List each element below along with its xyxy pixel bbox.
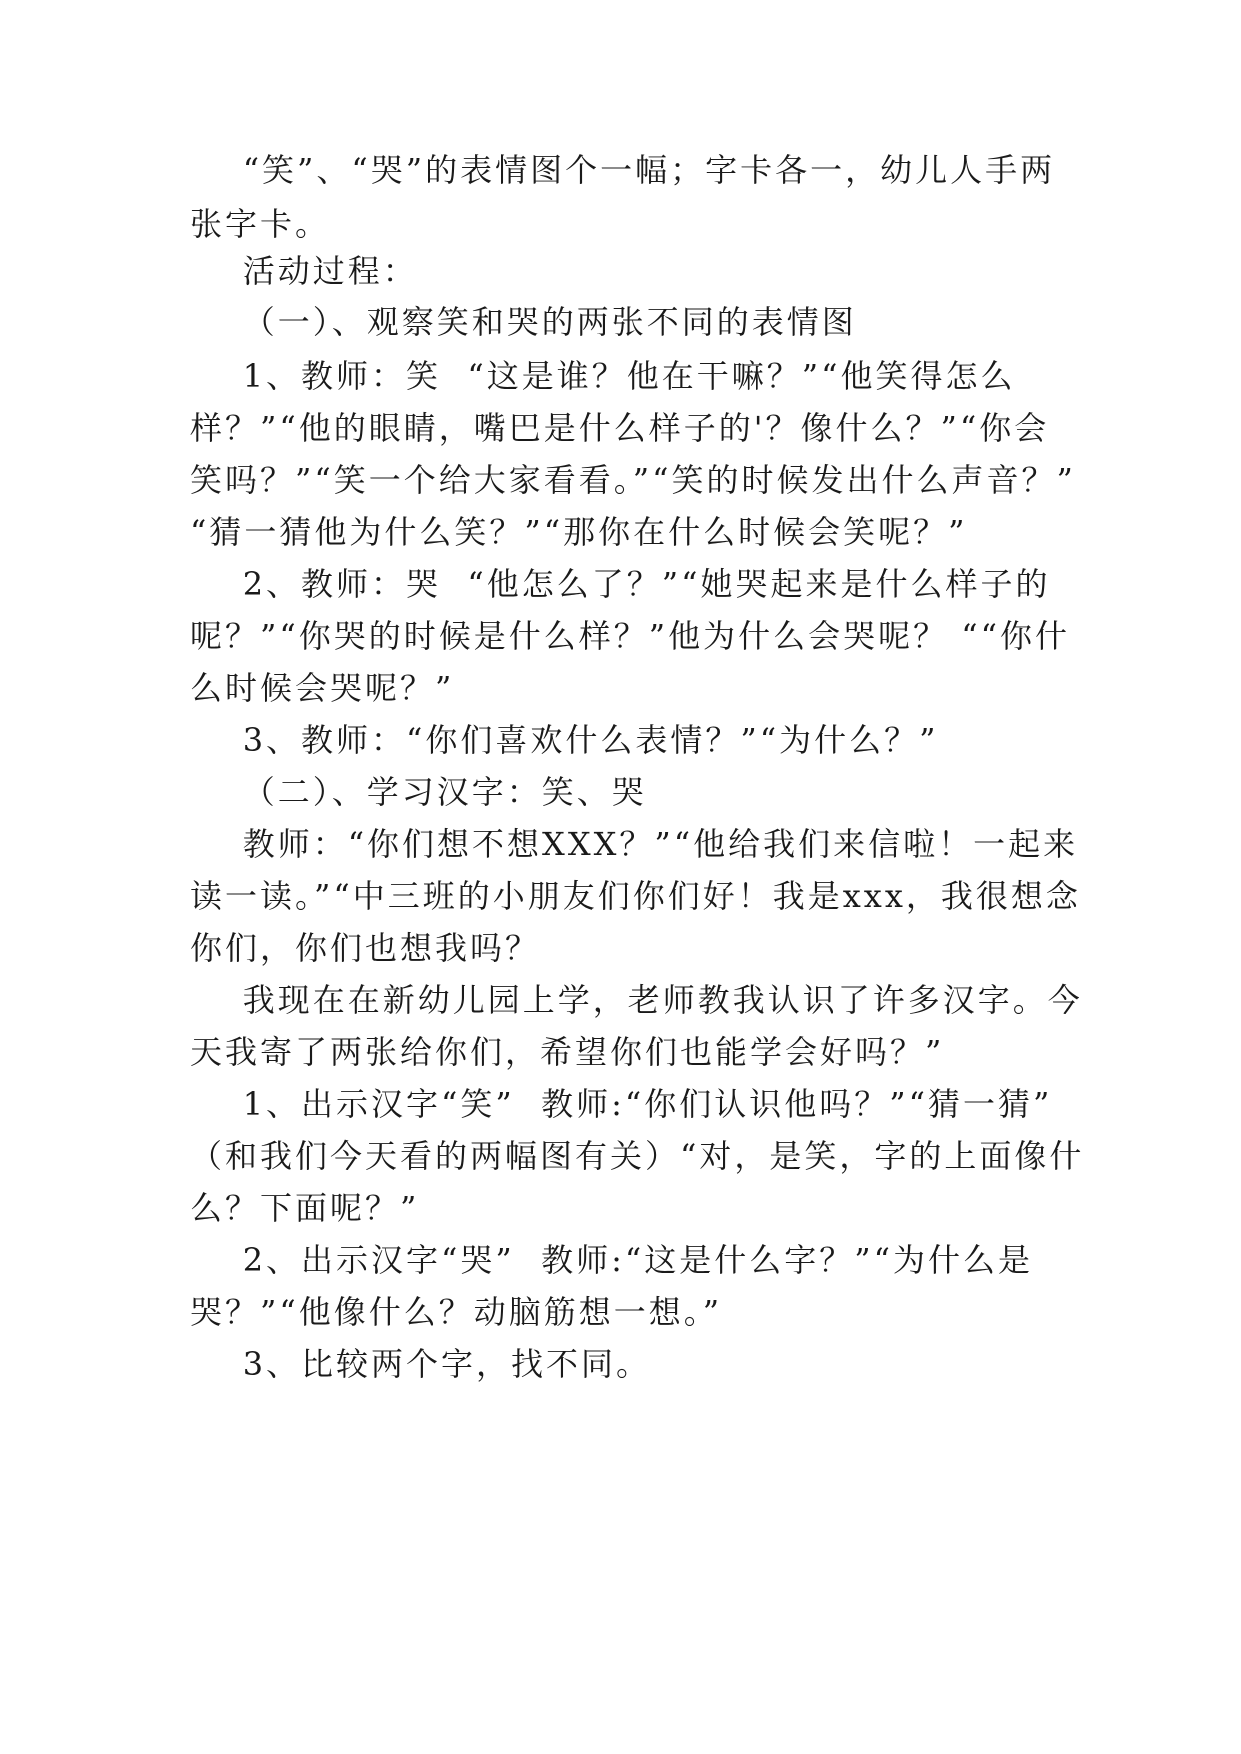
text-line: （二）、学习汉字：笑、哭 <box>190 773 647 811</box>
text-line: 天我寄了两张给你们，希望你们也能学会好吗？” <box>190 1033 945 1071</box>
text-line: 1、出示汉字“笑” 教师:“你们认识他吗？”“猜一猜” <box>190 1085 1053 1123</box>
text-line: “猜一猜他为什么笑？”“那你在什么时候会笑呢？” <box>190 513 968 551</box>
text-line: 活动过程： <box>190 252 418 290</box>
text-line: 教师：“你们想不想XXX？”“他给我们来信啦！一起来 <box>190 825 1079 863</box>
text-line: 2、出示汉字“哭” 教师:“这是什么字？”“为什么是 <box>190 1241 1033 1279</box>
text-line: （一）、观察笑和哭的两张不同的表情图 <box>190 303 857 341</box>
text-line: 读一读。”“中三班的小朋友们你们好！我是xxx，我很想念 <box>190 877 1081 915</box>
text-line: “笑”、“哭”的表情图个一幅；字卡各一，幼儿人手两 <box>190 151 1056 189</box>
text-line: 1、教师：笑 “这是谁？他在干嘛？”“他笑得怎么 <box>190 357 1016 395</box>
text-line: 3、比较两个字，找不同。 <box>190 1345 652 1383</box>
text-line: （和我们今天看的两幅图有关）“对，是笑，字的上面像什 <box>190 1137 1085 1175</box>
text-line: 呢？”“你哭的时候是什么样？”他为什么会哭呢？ ““你什 <box>190 617 1070 655</box>
text-line: 哭？”“他像什么？动脑筋想一想。” <box>190 1293 723 1331</box>
text-line: 你们，你们也想我吗？ <box>190 929 541 967</box>
text-line: 张字卡。 <box>190 205 331 243</box>
text-line: 3、教师：“你们喜欢什么表情？”“为什么？” <box>190 721 939 759</box>
text-line: 样？”“他的眼睛，嘴巴是什么样子的'？像什么？”“你会 <box>190 409 1050 447</box>
text-line: 么？下面呢？” <box>190 1189 420 1227</box>
text-line: 么时候会哭呢？” <box>190 669 455 707</box>
text-line: 2、教师：哭 “他怎么了？”“她哭起来是什么样子的 <box>190 565 1051 603</box>
text-line: 我现在在新幼儿园上学，老师教我认识了许多汉字。今 <box>190 981 1083 1019</box>
text-line: 笑吗？”“笑一个给大家看看。”“笑的时候发出什么声音？” <box>190 461 1076 499</box>
